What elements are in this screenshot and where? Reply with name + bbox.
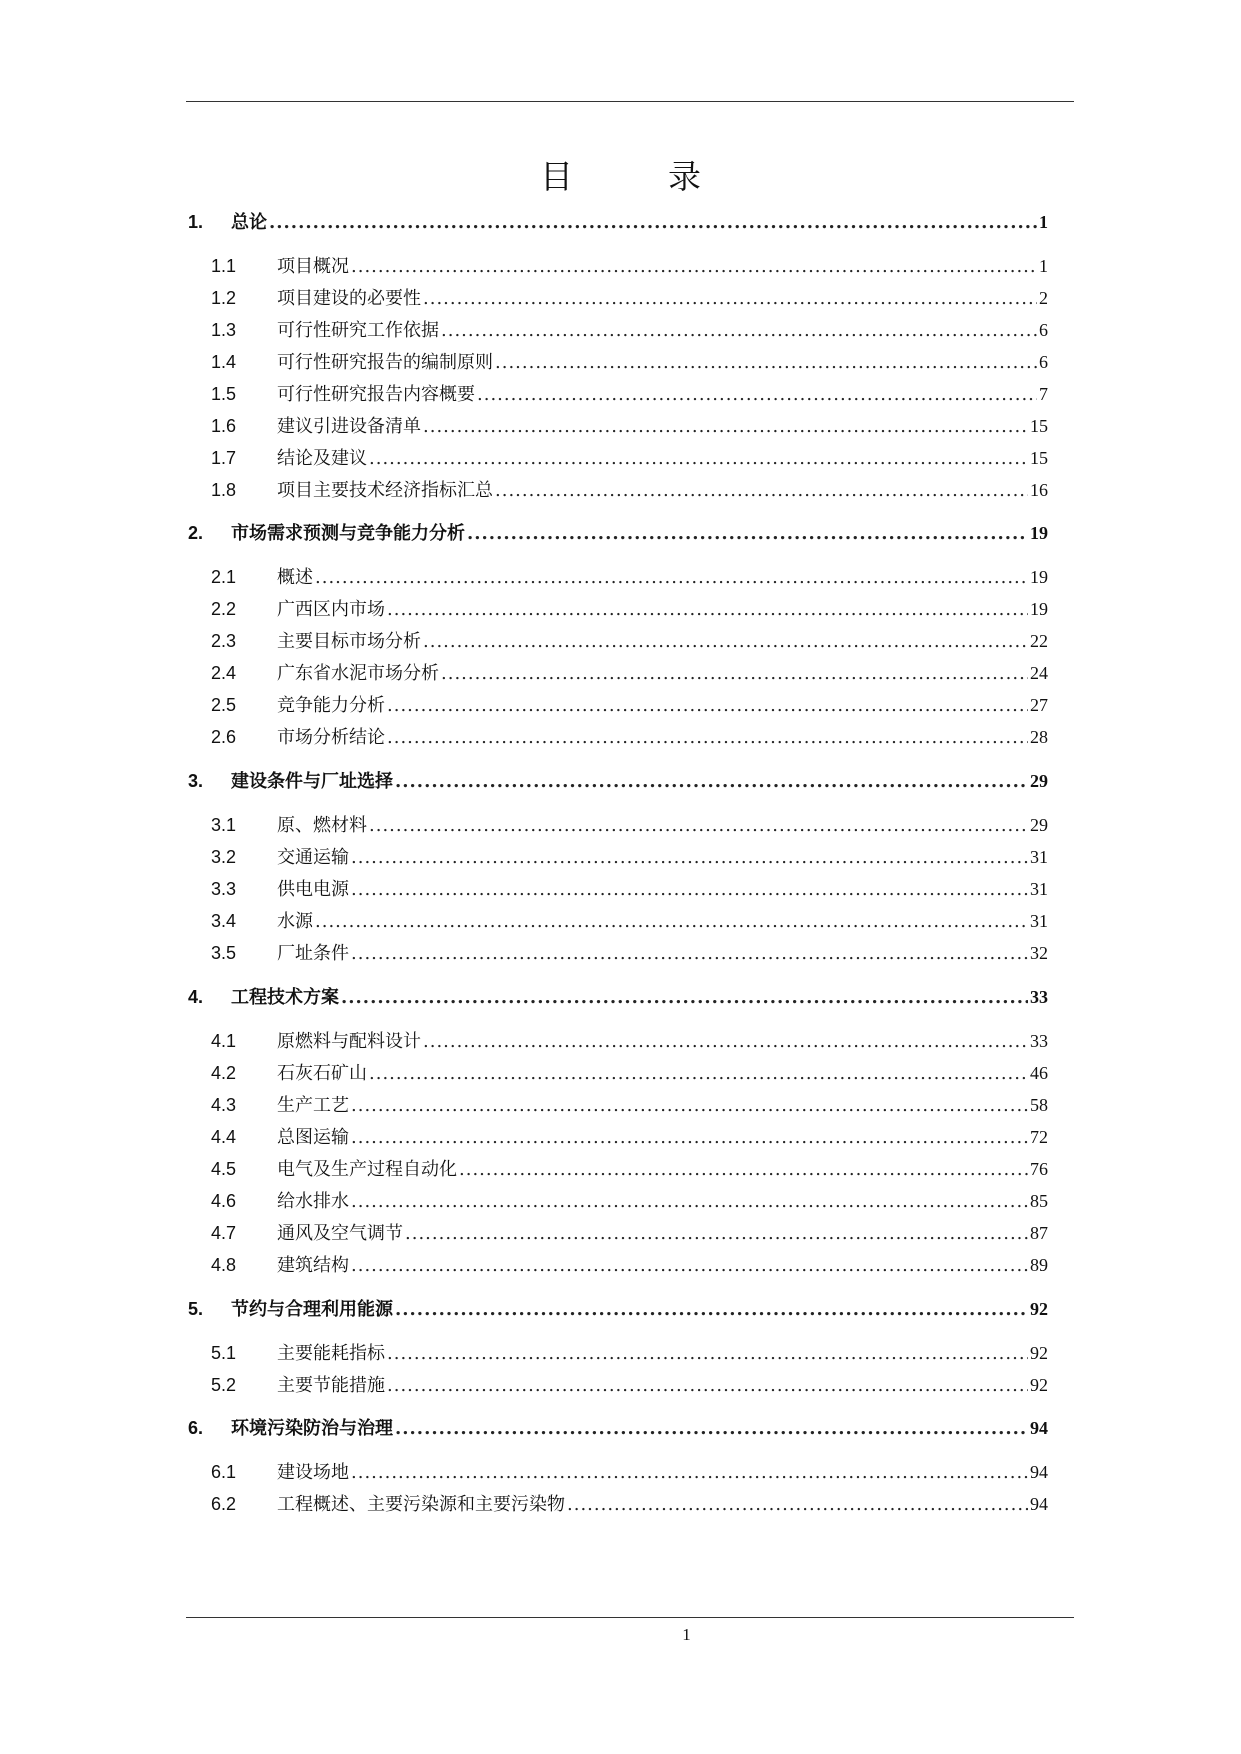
toc-section-entry[interactable] xyxy=(188,811,1048,839)
toc-dot-leader xyxy=(495,477,1028,505)
toc-entry-number: 2.3 xyxy=(211,631,237,651)
toc-entry-page: 94 xyxy=(1030,1418,1048,1438)
toc-entry-page: 1 xyxy=(1039,256,1048,276)
toc-entry-page: 33 xyxy=(1030,987,1048,1007)
toc-entry-title: 结论及建议 xyxy=(277,448,367,469)
toc-entry-number: 6.2 xyxy=(211,1494,237,1514)
toc-entry-page: 85 xyxy=(1030,1191,1048,1211)
toc-entry-title: 电气及生产过程自动化 xyxy=(277,1159,457,1180)
toc-dot-leader xyxy=(351,844,1028,872)
toc-entry-page: 58 xyxy=(1030,1095,1048,1115)
toc-dot-leader xyxy=(387,596,1028,624)
toc-entry-number: 4.4 xyxy=(211,1127,237,1147)
toc-entry-number: 1. xyxy=(188,212,204,232)
toc-section-entry[interactable] xyxy=(188,691,1048,719)
toc-entry-title: 原燃料与配料设计 xyxy=(277,1031,421,1052)
toc-entry-title: 可行性研究报告内容概要 xyxy=(277,384,475,405)
toc-dot-leader xyxy=(351,940,1028,968)
toc-section-entry[interactable] xyxy=(188,1371,1048,1399)
toc-section-entry[interactable] xyxy=(188,907,1048,935)
toc-chapter-entry[interactable] xyxy=(188,208,1048,236)
toc-entry-title: 市场需求预测与竞争能力分析 xyxy=(231,523,465,544)
toc-entry-title: 工程技术方案 xyxy=(231,987,339,1008)
toc-entry-page: 87 xyxy=(1030,1223,1048,1243)
toc-dot-leader xyxy=(395,1415,1028,1443)
toc-section-entry[interactable] xyxy=(188,875,1048,903)
toc-entry-number: 5.1 xyxy=(211,1343,237,1363)
toc-entry-title: 建设场地 xyxy=(277,1462,349,1483)
toc-entry-number: 1.7 xyxy=(211,448,237,468)
toc-entry-number: 3.2 xyxy=(211,847,237,867)
toc-dot-leader xyxy=(351,1459,1028,1487)
toc-entry-number: 2.1 xyxy=(211,567,237,587)
toc-entry-page: 2 xyxy=(1039,288,1048,308)
toc-entry-page: 72 xyxy=(1030,1127,1048,1147)
toc-entry-number: 3.3 xyxy=(211,879,237,899)
toc-entry-page: 29 xyxy=(1030,771,1048,791)
toc-entry-page: 15 xyxy=(1030,416,1048,436)
toc-entry-number: 4.1 xyxy=(211,1031,237,1051)
toc-section-entry[interactable] xyxy=(188,1490,1048,1518)
toc-dot-leader xyxy=(369,445,1028,473)
toc-entry-number: 4.3 xyxy=(211,1095,237,1115)
toc-section-entry[interactable] xyxy=(188,1219,1048,1247)
toc-section-entry[interactable] xyxy=(188,1155,1048,1183)
toc-entry-page: 32 xyxy=(1030,943,1048,963)
toc-entry-number: 4.7 xyxy=(211,1223,237,1243)
toc-section-entry[interactable] xyxy=(188,1059,1048,1087)
toc-entry-title: 总图运输 xyxy=(277,1127,349,1148)
toc-chapter-entry[interactable] xyxy=(188,519,1048,547)
toc-entry-number: 1.4 xyxy=(211,352,237,372)
toc-section-entry[interactable] xyxy=(188,380,1048,408)
toc-entry-number: 1.8 xyxy=(211,480,237,500)
toc-entry-page: 92 xyxy=(1030,1299,1048,1319)
toc-dot-leader xyxy=(315,908,1028,936)
toc-entry-page: 33 xyxy=(1030,1031,1048,1051)
toc-entry-number: 2.4 xyxy=(211,663,237,683)
toc-entry-page: 16 xyxy=(1030,480,1048,500)
toc-entry-number: 3.5 xyxy=(211,943,237,963)
toc-section-entry[interactable] xyxy=(188,1123,1048,1151)
toc-section-entry[interactable] xyxy=(188,1339,1048,1367)
toc-entry-page: 19 xyxy=(1030,599,1048,619)
toc-section-entry[interactable] xyxy=(188,939,1048,967)
toc-dot-leader xyxy=(405,1220,1028,1248)
toc-entry-page: 31 xyxy=(1030,911,1048,931)
toc-entry-page: 7 xyxy=(1039,384,1048,404)
toc-dot-leader xyxy=(269,209,1037,237)
toc-entry-title: 可行性研究工作依据 xyxy=(277,320,439,341)
toc-dot-leader xyxy=(477,381,1037,409)
toc-entry-number: 5. xyxy=(188,1299,204,1319)
toc-entry-title: 广东省水泥市场分析 xyxy=(277,663,439,684)
toc-section-entry[interactable] xyxy=(188,595,1048,623)
toc-entry-page: 6 xyxy=(1039,352,1048,372)
toc-section-entry[interactable] xyxy=(188,563,1048,591)
toc-dot-leader xyxy=(351,1252,1028,1280)
toc-entry-number: 4.8 xyxy=(211,1255,237,1275)
toc-section-entry[interactable] xyxy=(188,1187,1048,1215)
toc-entry-title: 概述 xyxy=(277,567,313,588)
toc-section-entry[interactable] xyxy=(188,348,1048,376)
toc-dot-leader xyxy=(423,413,1028,441)
toc-entry-title: 项目建设的必要性 xyxy=(277,288,421,309)
toc-dot-leader xyxy=(351,876,1028,904)
toc-section-entry[interactable] xyxy=(188,627,1048,655)
toc-entry-title: 生产工艺 xyxy=(277,1095,349,1116)
toc-dot-leader xyxy=(495,349,1037,377)
toc-entry-number: 3. xyxy=(188,771,204,791)
toc-dot-leader xyxy=(351,253,1037,281)
toc-dot-leader xyxy=(423,1028,1028,1056)
toc-section-entry[interactable] xyxy=(188,444,1048,472)
toc-dot-leader xyxy=(351,1092,1028,1120)
toc-entry-page: 76 xyxy=(1030,1159,1048,1179)
toc-entry-title: 工程概述、主要污染源和主要污染物 xyxy=(277,1494,565,1515)
toc-dot-leader xyxy=(567,1491,1028,1519)
toc-dot-leader xyxy=(341,984,1028,1012)
toc-dot-leader xyxy=(369,1060,1028,1088)
toc-entry-page: 92 xyxy=(1030,1343,1048,1363)
toc-entry-page: 28 xyxy=(1030,727,1048,747)
toc-entry-title: 石灰石矿山 xyxy=(277,1063,367,1084)
toc-entry-page: 24 xyxy=(1030,663,1048,683)
toc-entry-page: 31 xyxy=(1030,879,1048,899)
toc-entry-number: 3.4 xyxy=(211,911,237,931)
toc-section-entry[interactable] xyxy=(188,1027,1048,1055)
title-char-2: 录 xyxy=(668,157,701,196)
toc-entry-title: 主要节能措施 xyxy=(277,1375,385,1396)
toc-entry-number: 4. xyxy=(188,987,204,1007)
toc-entry-number: 6.1 xyxy=(211,1462,237,1482)
toc-entry-number: 1.3 xyxy=(211,320,237,340)
toc-entry-number: 2.5 xyxy=(211,695,237,715)
toc-entry-number: 3.1 xyxy=(211,815,237,835)
toc-dot-leader xyxy=(369,812,1028,840)
toc-section-entry[interactable] xyxy=(188,1091,1048,1119)
toc-entry-page: 92 xyxy=(1030,1375,1048,1395)
toc-entry-page: 19 xyxy=(1030,567,1048,587)
toc-dot-leader xyxy=(467,520,1028,548)
toc-entry-title: 建议引进设备清单 xyxy=(277,416,421,437)
toc-dot-leader xyxy=(351,1124,1028,1152)
toc-section-entry[interactable] xyxy=(188,316,1048,344)
toc-entry-title: 交通运输 xyxy=(277,847,349,868)
toc-dot-leader xyxy=(387,692,1028,720)
toc-dot-leader xyxy=(441,317,1037,345)
toc-entry-number: 2.6 xyxy=(211,727,237,747)
toc-section-entry[interactable] xyxy=(188,252,1048,280)
toc-section-entry[interactable] xyxy=(188,1458,1048,1486)
toc-entry-title: 原、燃材料 xyxy=(277,815,367,836)
toc-entry-title: 项目概况 xyxy=(277,256,349,277)
toc-dot-leader xyxy=(387,724,1028,752)
toc-section-entry[interactable] xyxy=(188,659,1048,687)
toc-entry-number: 2.2 xyxy=(211,599,237,619)
toc-dot-leader xyxy=(395,768,1028,796)
toc-entry-title: 竞争能力分析 xyxy=(277,695,385,716)
toc-entry-title: 广西区内市场 xyxy=(277,599,385,620)
toc-entry-title: 可行性研究报告的编制原则 xyxy=(277,352,493,373)
toc-chapter-entry[interactable] xyxy=(188,767,1048,795)
toc-entry-title: 总论 xyxy=(231,212,267,233)
toc-entry-number: 4.6 xyxy=(211,1191,237,1211)
toc-entry-title: 项目主要技术经济指标汇总 xyxy=(277,480,493,501)
toc-entry-title: 给水排水 xyxy=(277,1191,349,1212)
title-char-1: 目 xyxy=(540,157,573,196)
toc-chapter-entry[interactable] xyxy=(188,1295,1048,1323)
toc-chapter-entry[interactable] xyxy=(188,983,1048,1011)
toc-entry-title: 节约与合理利用能源 xyxy=(231,1299,393,1320)
toc-entry-number: 1.5 xyxy=(211,384,237,404)
toc-entry-number: 1.6 xyxy=(211,416,237,436)
toc-entry-title: 水源 xyxy=(277,911,313,932)
toc-section-entry[interactable] xyxy=(188,412,1048,440)
toc-dot-leader xyxy=(387,1340,1028,1368)
toc-section-entry[interactable] xyxy=(188,723,1048,751)
toc-entry-title: 建设条件与厂址选择 xyxy=(231,771,393,792)
toc-section-entry[interactable] xyxy=(188,1251,1048,1279)
toc-entry-page: 27 xyxy=(1030,695,1048,715)
toc-entry-title: 厂址条件 xyxy=(277,943,349,964)
toc-entry-page: 6 xyxy=(1039,320,1048,340)
footer-rule xyxy=(186,1617,1074,1618)
toc-dot-leader xyxy=(395,1296,1028,1324)
toc-entry-page: 46 xyxy=(1030,1063,1048,1083)
toc-entry-number: 2. xyxy=(188,523,204,543)
toc-entry-title: 主要能耗指标 xyxy=(277,1343,385,1364)
toc-entry-title: 主要目标市场分析 xyxy=(277,631,421,652)
toc-entry-page: 31 xyxy=(1030,847,1048,867)
toc-entry-page: 1 xyxy=(1039,212,1048,232)
toc-dot-leader xyxy=(387,1372,1028,1400)
toc-dot-leader xyxy=(423,628,1028,656)
toc-entry-page: 89 xyxy=(1030,1255,1048,1275)
toc-entry-number: 1.1 xyxy=(211,256,237,276)
toc-dot-leader xyxy=(459,1156,1028,1184)
toc-entry-number: 4.5 xyxy=(211,1159,237,1179)
toc-entry-number: 5.2 xyxy=(211,1375,237,1395)
toc-dot-leader xyxy=(315,564,1028,592)
toc-entry-title: 市场分析结论 xyxy=(277,727,385,748)
toc-entry-page: 94 xyxy=(1030,1494,1048,1514)
toc-section-entry[interactable] xyxy=(188,476,1048,504)
toc-entry-page: 15 xyxy=(1030,448,1048,468)
toc-entry-title: 环境污染防治与治理 xyxy=(231,1418,393,1439)
toc-dot-leader xyxy=(441,660,1028,688)
toc-section-entry[interactable] xyxy=(188,284,1048,312)
toc-entry-page: 94 xyxy=(1030,1462,1048,1482)
toc-entry-title: 供电电源 xyxy=(277,879,349,900)
toc-dot-leader xyxy=(423,285,1037,313)
toc-section-entry[interactable] xyxy=(188,843,1048,871)
toc-dot-leader xyxy=(351,1188,1028,1216)
toc-entry-number: 4.2 xyxy=(211,1063,237,1083)
toc-entry-page: 29 xyxy=(1030,815,1048,835)
toc-entry-number: 6. xyxy=(188,1418,204,1438)
toc-chapter-entry[interactable] xyxy=(188,1414,1048,1442)
page-number: 1 xyxy=(682,1625,691,1644)
toc-entry-page: 19 xyxy=(1030,523,1048,543)
toc-entry-number: 1.2 xyxy=(211,288,237,308)
toc-entry-page: 22 xyxy=(1030,631,1048,651)
toc-entry-title: 通风及空气调节 xyxy=(277,1223,403,1244)
toc-entry-title: 建筑结构 xyxy=(277,1255,349,1276)
